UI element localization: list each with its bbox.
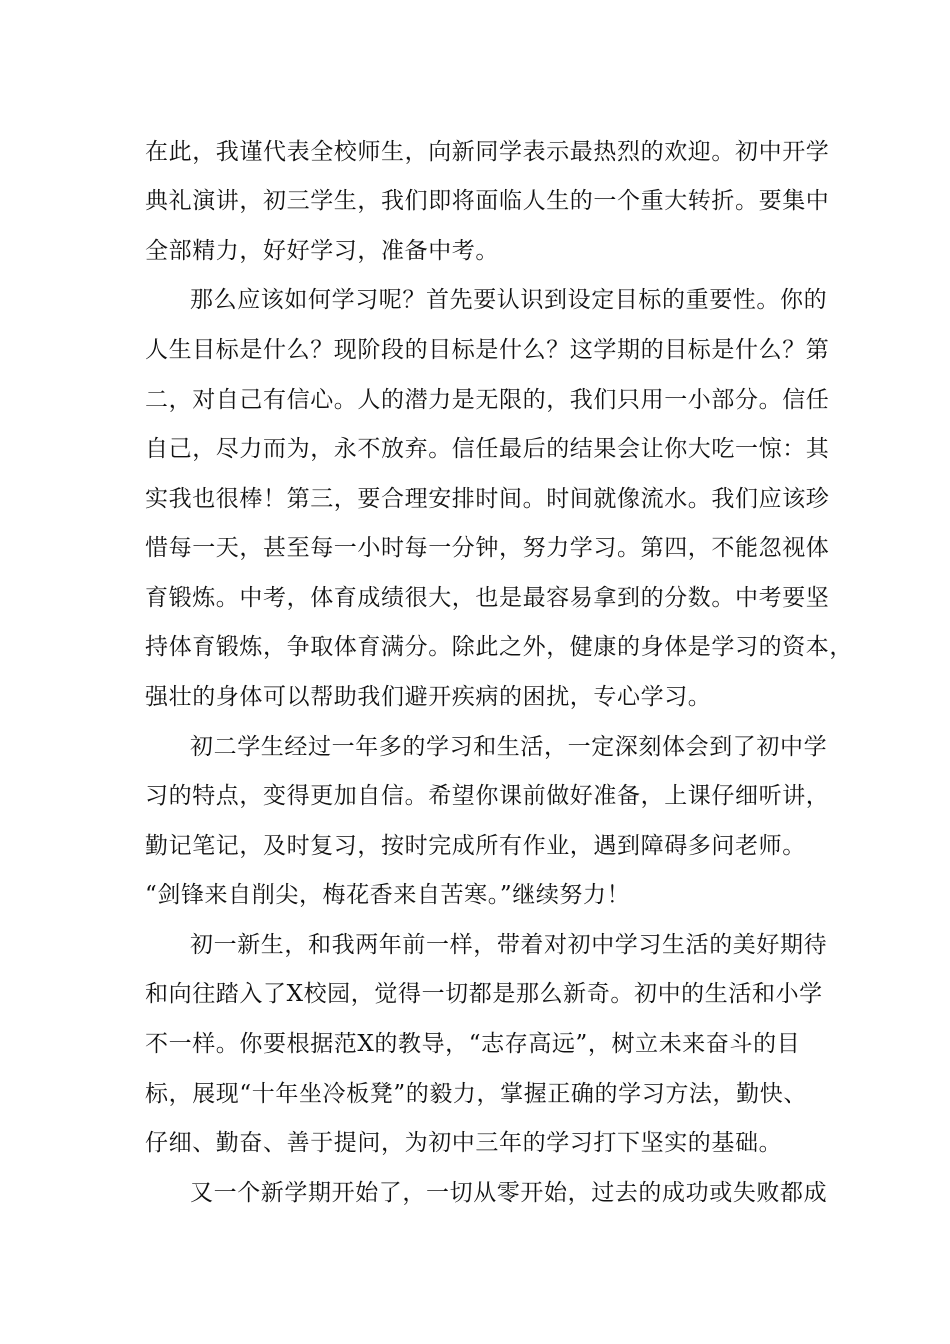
text-line: 二，对自己有信心。人的潜力是无限的，我们只用一小部分。信任: [145, 387, 830, 413]
paragraph-first-line: 初二学生经过一年多的学习和生活，一定深刻体会到了初中学: [190, 734, 828, 760]
text-line: 惜每一天，甚至每一小时每一分钟，努力学习。第四，不能忽视体: [145, 535, 830, 561]
text-line: 强壮的身体可以帮助我们避开疾病的困扰，专心学习。: [145, 684, 712, 710]
paragraph-first-line: 那么应该如何学习呢？首先要认识到设定目标的重要性。你的: [190, 287, 828, 313]
text-line: 典礼演讲，初三学生，我们即将面临人生的一个重大转折。要集中: [145, 188, 830, 214]
text-line: 人生目标是什么？现阶段的目标是什么？这学期的目标是什么？第: [145, 337, 830, 363]
text-line: 持体育锻炼，争取体育满分。除此之外，健康的身体是学习的资本，: [145, 634, 853, 660]
text-line: 勤记笔记，及时复习，按时完成所有作业，遇到障碍多问老师。: [145, 833, 806, 859]
text-line: 自己，尽力而为，永不放弃。信任最后的结果会让你大吃一惊：其: [145, 436, 830, 462]
text-line: 习的特点，变得更加自信。希望你课前做好准备，上课仔细听讲，: [145, 783, 830, 809]
text-line: 育锻炼。中考，体育成绩很大，也是最容易拿到的分数。中考要坚: [145, 585, 830, 611]
text-line: 仔细、勤奋、善于提问，为初中三年的学习打下坚实的基础。: [145, 1130, 783, 1156]
text-line: 在此，我谨代表全校师生，向新同学表示最热烈的欢迎。初中开学: [145, 139, 830, 165]
paragraph-first-line: 初一新生，和我两年前一样，带着对初中学习生活的美好期待: [190, 932, 828, 958]
text-line: “剑锋来自削尖，梅花香来自苦寒。”继续努力！: [145, 882, 631, 908]
text-line: 不一样。你要根据范X的教导，“志存高远”，树立未来奋斗的目: [145, 1031, 801, 1057]
text-line: 实我也很棒！第三，要合理安排时间。时间就像流水。我们应该珍: [145, 486, 830, 512]
text-line: 和向往踏入了X校园，觉得一切都是那么新奇。初中的生活和小学: [145, 981, 823, 1007]
text-line: 全部精力，好好学习，准备中考。: [145, 238, 499, 264]
text-line: 标，展现“十年坐冷板凳”的毅力，掌握正确的学习方法，勤快、: [145, 1081, 807, 1107]
paragraph-first-line: 又一个新学期开始了，一切从零开始，过去的成功或失败都成: [190, 1180, 828, 1206]
